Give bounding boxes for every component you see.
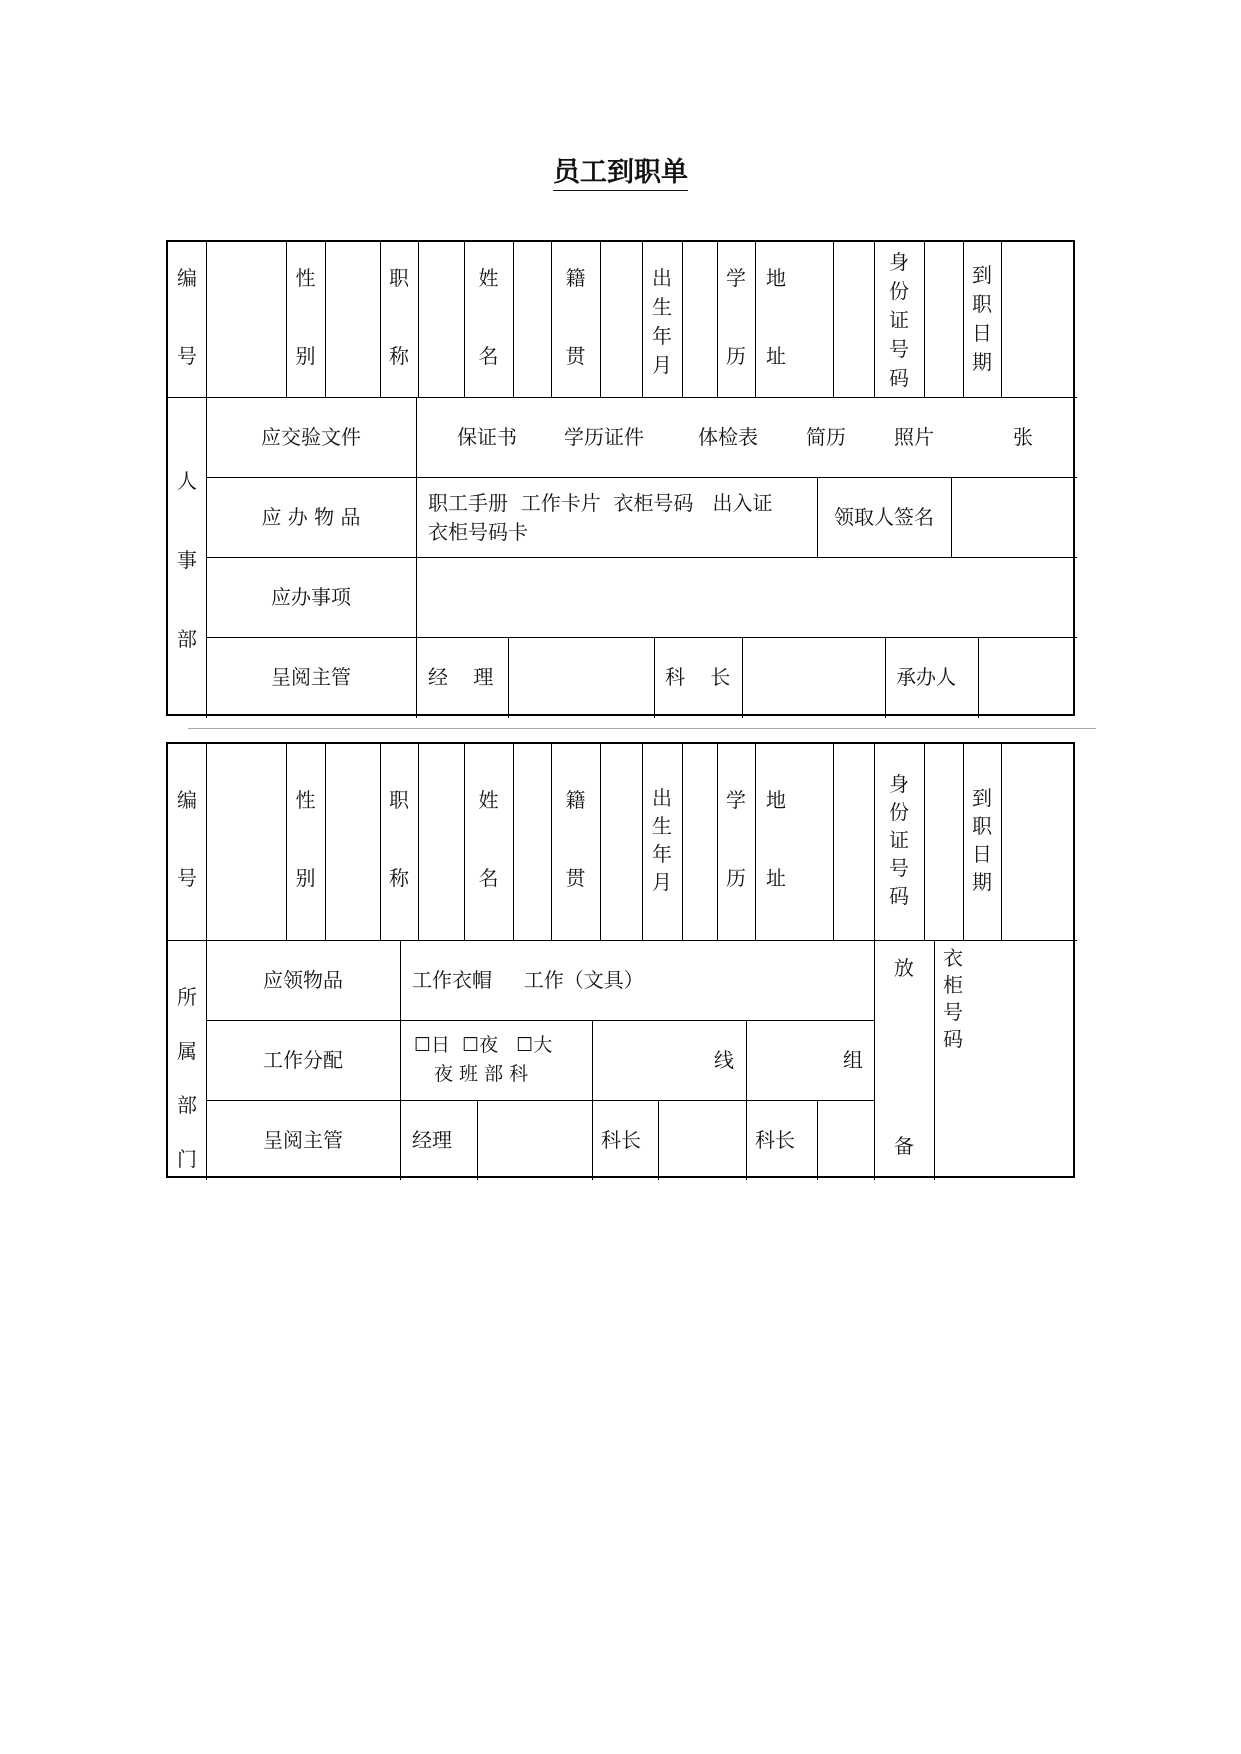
doc-diploma: 学历证件	[564, 425, 644, 449]
doc-resume: 简历	[806, 425, 846, 449]
chief2-label: 科长	[755, 1128, 795, 1152]
shift-checkboxes[interactable]: ☐日 ☐夜 ☐大 夜 班 部 科	[414, 1034, 553, 1085]
field-label-number: 编	[177, 788, 197, 812]
field-label-birth-date: 出 生 年 月	[652, 786, 672, 894]
doc-photo: 照片	[894, 425, 934, 449]
doc-medical-form: 体检表	[698, 425, 758, 449]
field-label-title: 职	[389, 266, 409, 290]
doc-guarantee: 保证书	[457, 425, 517, 449]
field-label-education: 学	[726, 788, 746, 812]
matters-label: 应办事项	[271, 585, 351, 609]
items-label: 应领物品	[263, 968, 343, 992]
field-label-name: 姓	[478, 788, 499, 812]
field-label-education: 学	[726, 266, 746, 290]
field-label-number: 编	[177, 266, 197, 290]
group-label: 组	[843, 1048, 863, 1072]
field-label-gender: 性	[295, 266, 316, 290]
receiver-signature-field[interactable]	[951, 478, 1077, 556]
chief-label: 科长	[601, 1128, 641, 1152]
field-label-start-date: 到 职 日 期	[972, 786, 992, 894]
review-label: 呈阅主管	[271, 665, 351, 689]
docs-label: 应交验文件	[261, 425, 361, 449]
field-label-address: 地	[766, 788, 786, 812]
items-label: 应 办 物 品	[261, 505, 361, 529]
field-label-hometown: 籍	[565, 266, 586, 290]
field-label-address: 地	[766, 266, 786, 290]
remark-label-top: 放	[894, 956, 914, 980]
field-label-birth-date: 出 生 年 月	[652, 266, 672, 377]
manager-field[interactable]	[478, 1101, 592, 1179]
page-title: 员工到职单	[0, 150, 1241, 189]
chief2-field[interactable]	[818, 1101, 874, 1179]
field-label-start-date: 到 职 日 期	[972, 263, 992, 374]
items-value: 工作衣帽 工作（文具）	[412, 968, 644, 992]
locker-number-label: 衣 柜 号 码	[943, 946, 963, 1051]
line-label: 线	[714, 1048, 734, 1072]
handler-field[interactable]	[979, 638, 1077, 716]
handler-label: 承办人	[896, 665, 956, 689]
remark-label-bottom: 备	[894, 1134, 914, 1158]
review-label: 呈阅主管	[263, 1128, 343, 1152]
cut-line	[188, 728, 1096, 729]
section-label-hr-dept: 人 事 部	[177, 469, 197, 651]
hr-onboarding-form: 编 号 性 别 职 称 姓 名 籍 贯 出 生 年 月 学 历 地 址 身 份 证 号 码 到 职 日 期 人 事 部 应交验文件 保证书 学历证件 体检表 简历 照片 张 应 办 物 品 职工手册 工作卡片 衣柜号码 出入证 衣柜号码卡 领取人签名 应办事项 呈阅主管 经 理 科 长 承办人	[166, 240, 1075, 716]
section-label-dept: 所 属 部 门	[177, 985, 197, 1171]
manager-field[interactable]	[509, 638, 654, 716]
manager-label: 经理	[412, 1128, 452, 1152]
field-label-id-number: 身 份 证 号 码	[889, 772, 909, 908]
dept-onboarding-form: 编 号 性 别 职 称 姓 名 籍 贯 出 生 年 月 学 历 地 址 身 份 证 号 码 到 职 日 期 所 属 部 门 应领物品 工作衣帽 工作（文具） 工作分配 ☐日 ☐夜 ☐大 夜 班 部 科 线 组 呈阅主管 经理 科长 科长 放 备 衣 柜 号 码	[166, 742, 1075, 1178]
field-label-gender: 性	[295, 788, 316, 812]
chief-field[interactable]	[743, 638, 885, 716]
assign-label: 工作分配	[263, 1048, 343, 1072]
manager-label: 经 理	[428, 665, 494, 689]
matters-field[interactable]	[417, 558, 1077, 636]
doc-photo-count-unit: 张	[1013, 425, 1033, 449]
chief-field[interactable]	[659, 1101, 746, 1179]
field-label-hometown: 籍	[565, 788, 586, 812]
chief-label: 科 长	[665, 665, 731, 689]
receiver-signature-label: 领取人签名	[834, 505, 934, 529]
items-list: 职工手册 工作卡片 衣柜号码 出入证 衣柜号码卡	[428, 491, 773, 544]
field-label-id-number: 身 份 证 号 码	[889, 250, 909, 390]
field-label-title: 职	[389, 788, 409, 812]
field-label-name: 姓	[478, 266, 499, 290]
